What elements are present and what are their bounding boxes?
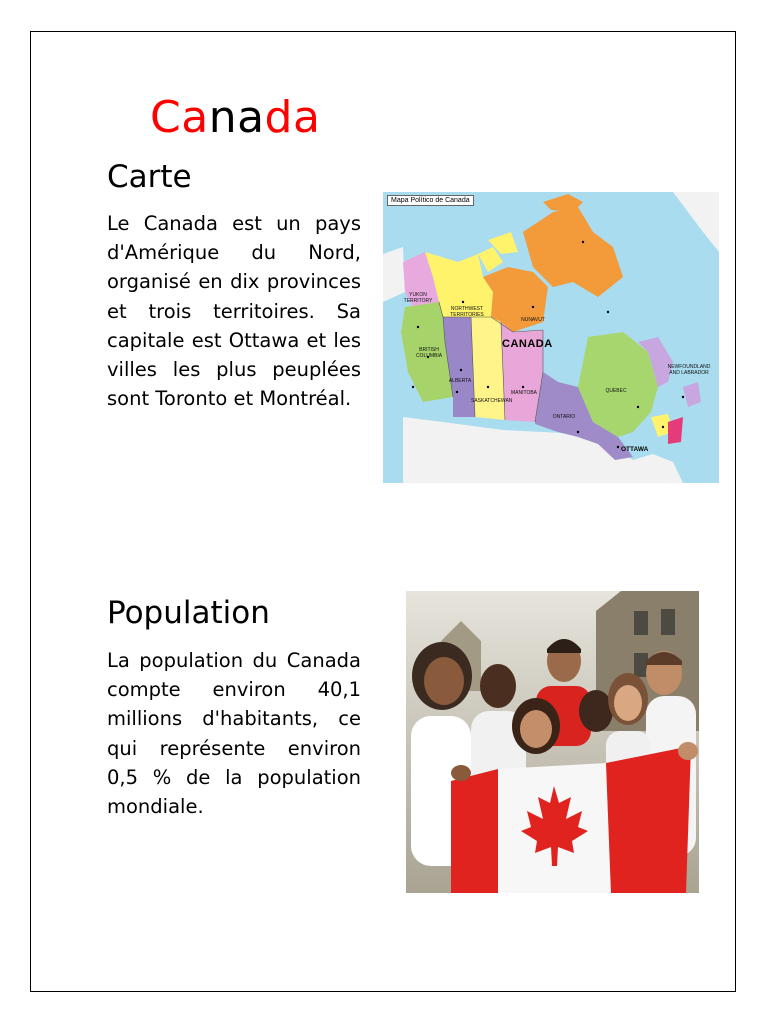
map-capital-label: OTTAWA [621,446,649,453]
map-region-label-saskatchewan: SASKATCHEWAN [471,398,513,404]
map-region-label-bc: BRITISH COLUMBIA [415,347,443,359]
section-heading-population: Population [107,595,270,631]
map-region-label-yukon: YUKON TERRITORY [403,292,433,304]
title-segment-2: na [208,92,265,143]
people-with-canadian-flag-photo [406,591,699,893]
canada-political-map [383,192,719,483]
section-text-carte: Le Canada est un pays d'Amérique du Nord, organisé en dix provinces et trois territoires. Sa capitale est Ottawa et les villes les plus peuplées sont Toronto et Montréal. [107,212,361,411]
map-caption: Mapa Político de Canada [387,195,474,206]
map-region-label-alberta: ALBERTA [448,378,472,384]
region-saskatchewan [471,317,513,420]
map-region-label-nl: NEWFOUNDLAND AND LABRADOR [667,364,711,376]
map-region-label-nunavut: NUNAVUT [521,317,545,323]
section-heading-carte: Carte [107,159,192,195]
map-region-label-quebec: QUEBEC [605,388,627,394]
page-title [150,90,320,146]
photo-graphic [406,591,699,893]
map-region-label-ontario: ONTARIO [552,414,576,420]
region-manitoba [501,322,543,422]
title-segment-3: da [264,92,321,143]
section-text-population: La population du Canada compte environ 40,1 millions d'habitants, ce qui représente environ 0,5 % de la population mondiale. [107,649,361,819]
map-country-label: CANADA [502,338,553,350]
map-region-label-manitoba: MANITOBA [510,390,538,396]
map-region-label-nwt: NORTHWEST TERRITORIES [450,306,484,318]
title-segment-1: Ca [150,92,209,143]
